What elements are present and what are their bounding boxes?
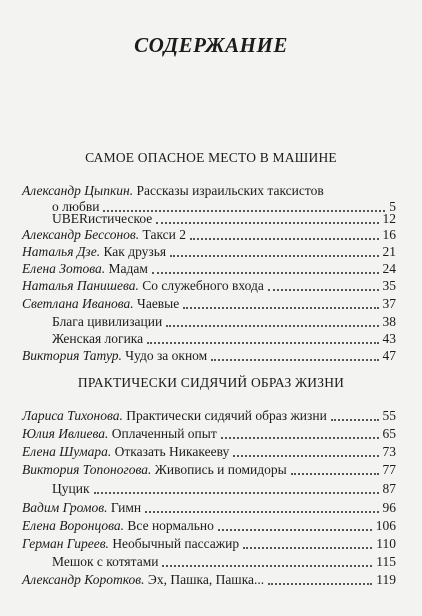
entry-author: Елена Зотова. (22, 261, 106, 276)
page-title: СОДЕРЖАНИЕ (134, 33, 288, 57)
entry-title: Оплаченный опыт (111, 426, 217, 441)
entry-title: Живопись и помидоры (154, 462, 287, 477)
entry-author: Светлана Иванова. (22, 296, 134, 311)
toc-entry[interactable] (22, 348, 396, 364)
entry-text (22, 536, 239, 552)
entry-author: Вадим Громов. (22, 500, 108, 515)
page-number: 65 (382, 426, 396, 441)
toc-entry[interactable] (22, 227, 396, 243)
toc-entry[interactable] (22, 278, 396, 294)
entry-text (22, 261, 148, 277)
entry-text (22, 296, 179, 312)
leader-dots (291, 473, 379, 475)
page-number: 38 (382, 314, 396, 329)
toc-entry[interactable] (22, 244, 396, 260)
toc-entry[interactable] (22, 462, 396, 478)
leader-dots (183, 307, 378, 309)
leader-dots (221, 437, 379, 439)
toc-entry[interactable] (52, 211, 396, 227)
entry-title: Чаевые (137, 296, 180, 311)
page-number: 16 (382, 227, 396, 242)
toc-entry[interactable] (22, 536, 396, 552)
entry-text (22, 426, 217, 442)
page-number: 73 (382, 444, 396, 459)
page-number: 12 (382, 211, 396, 226)
toc-entry[interactable] (22, 500, 396, 516)
leader-dots (94, 492, 379, 494)
toc-entry[interactable] (22, 518, 396, 534)
entry-author: Наталья Панишева. (22, 278, 139, 293)
toc-entry[interactable] (52, 481, 396, 497)
page-number: 87 (382, 481, 396, 496)
entry-title: Блага цивилизации (52, 314, 163, 329)
section-heading: ПРАКТИЧЕСКИ СИДЯЧИЙ ОБРАЗ ЖИЗНИ (77, 375, 345, 390)
leader-dots (145, 511, 378, 513)
entry-text (22, 408, 327, 424)
entry-text (52, 211, 152, 227)
entry-title-continued: о любви (52, 199, 100, 214)
leader-dots (243, 547, 372, 549)
entry-author: Александр Коротков. (22, 572, 145, 587)
entry-title: Отказать Никакееву (114, 444, 230, 459)
page-number: 35 (382, 278, 396, 293)
entry-title: Такси 2 (142, 227, 187, 242)
entry-author: Александр Бессонов. (22, 227, 140, 242)
toc-entry[interactable] (52, 554, 396, 570)
entry-text (22, 572, 264, 588)
toc-entry[interactable] (22, 261, 396, 277)
leader-dots (331, 419, 379, 421)
toc-entry[interactable] (22, 408, 396, 424)
leader-dots (170, 255, 378, 257)
page-number: 106 (375, 518, 396, 533)
page-number: 5 (389, 199, 396, 214)
entry-author: Наталья Дзе. (22, 244, 101, 259)
toc-entry-first-line (22, 183, 396, 199)
entry-text (52, 554, 158, 570)
toc-entry[interactable] (22, 444, 396, 460)
toc-entry[interactable] (22, 572, 396, 588)
entry-author: Герман Гиреев. (22, 536, 109, 551)
leader-dots (190, 238, 378, 240)
page-number: 47 (382, 348, 396, 363)
entry-title: UBERистическое (52, 211, 153, 226)
entry-title: Цуцик (52, 481, 90, 496)
entry-title: Со служебного входа (142, 278, 264, 293)
entry-title: Практически сидячий образ жизни (126, 408, 327, 423)
page-number: 115 (376, 554, 396, 569)
entry-text (22, 462, 287, 478)
entry-title: Гимн (110, 500, 142, 515)
entry-text (22, 244, 166, 260)
leader-dots (162, 565, 372, 567)
toc-entry[interactable] (52, 314, 396, 330)
page-number: 21 (382, 244, 396, 259)
entry-text (52, 314, 162, 330)
leader-dots (147, 342, 378, 344)
entry-text (22, 227, 186, 243)
toc-entry[interactable] (22, 426, 396, 442)
page-number: 55 (382, 408, 396, 423)
leader-dots (233, 455, 378, 457)
page-number: 96 (382, 500, 396, 515)
entry-text (22, 444, 229, 460)
leader-dots (268, 289, 379, 291)
page-number: 110 (376, 536, 396, 551)
leader-dots (156, 222, 378, 224)
page-number: 37 (382, 296, 396, 311)
leader-dots (268, 583, 372, 585)
entry-title: Мешок с котятами (52, 554, 159, 569)
entry-title: Мадам (108, 261, 148, 276)
leader-dots (218, 529, 372, 531)
page-number: 43 (382, 331, 396, 346)
entry-text (22, 518, 214, 534)
entry-title: Эх, Пашка, Пашка... (147, 572, 265, 587)
entry-title: Все нормально (127, 518, 214, 533)
entry-text (52, 481, 90, 497)
entry-author: Юлия Ивлиева. (22, 426, 109, 441)
page-number: 119 (376, 572, 396, 587)
toc-entry[interactable] (22, 296, 396, 312)
entry-title: Женская логика (52, 331, 144, 346)
page-number: 77 (382, 462, 396, 477)
page-number: 24 (382, 261, 396, 276)
entry-author: Виктория Татур. (22, 348, 122, 363)
entry-author: Елена Воронцова. (22, 518, 125, 533)
entry-text (52, 331, 143, 347)
toc-entry[interactable] (52, 331, 396, 347)
entry-text (22, 348, 207, 364)
leader-dots (152, 272, 379, 274)
entry-title: Рассказы израильских таксистов (133, 183, 324, 198)
leader-dots (211, 359, 378, 361)
section-heading: САМОЕ ОПАСНОЕ МЕСТО В МАШИНЕ (85, 150, 337, 165)
entry-text (22, 278, 264, 294)
leader-dots (166, 325, 378, 327)
entry-author: Лариса Тихонова. (22, 408, 123, 423)
entry-title: Чудо за окном (125, 348, 208, 363)
entry-author: Елена Шумара. (22, 444, 112, 459)
entry-author: Александр Цыпкин. (22, 183, 134, 198)
entry-text (22, 500, 141, 516)
entry-title: Как друзья (103, 244, 167, 259)
entry-title: Необычный пассажир (112, 536, 240, 551)
entry-author: Виктория Топоногова. (22, 462, 152, 477)
